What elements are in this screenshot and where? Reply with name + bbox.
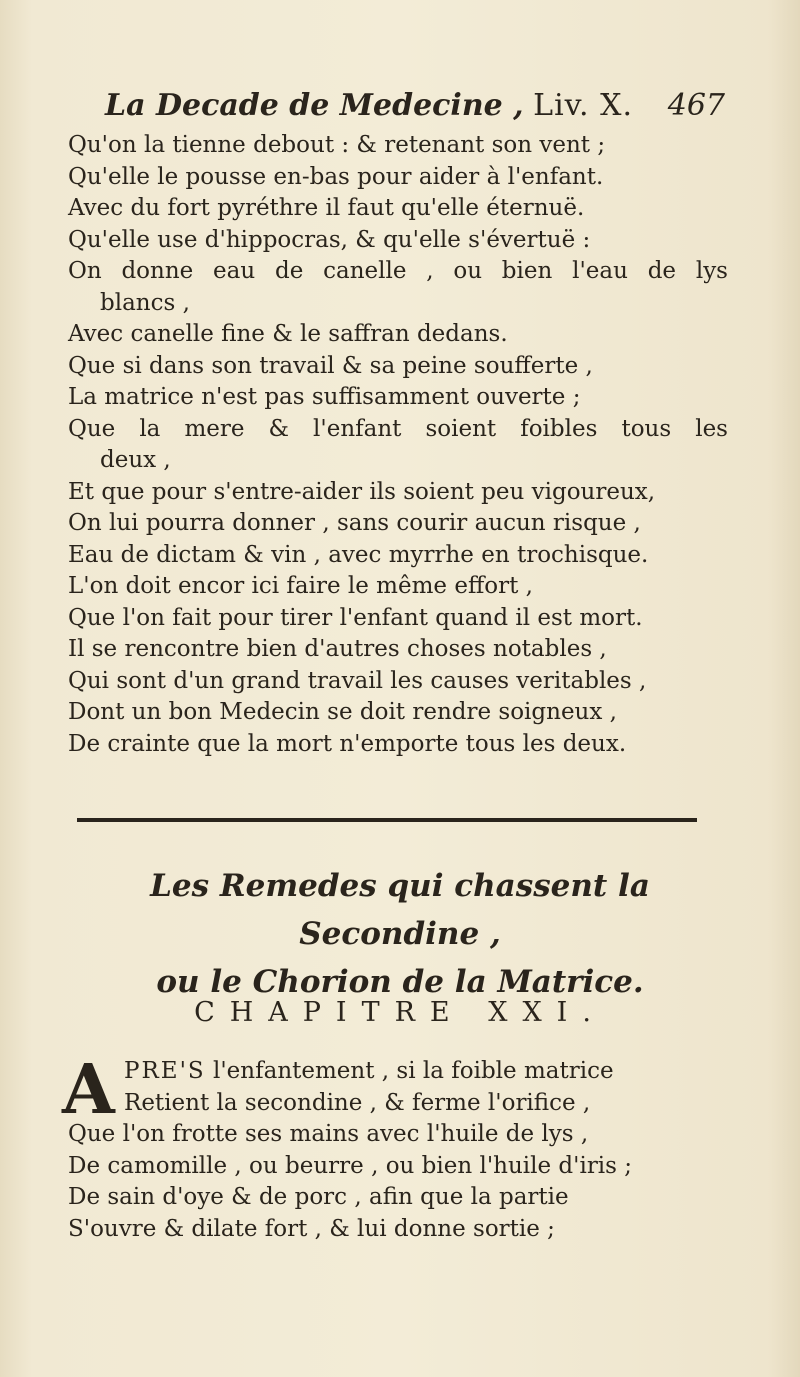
chapter-line-3: Que l'on frotte ses mains avec l'huile de lys , <box>68 1121 589 1147</box>
section-divider-rule <box>77 818 697 822</box>
verse-line-continuation: blancs , <box>100 289 190 316</box>
section-title <box>60 862 740 1006</box>
opening-line-rest: l'enfantement , si la foible matrice <box>212 1058 614 1084</box>
verse-line: Avec canelle fine & le saffran dedans. <box>68 321 508 347</box>
verse-line: Que la mere & l'enfant soient foibles tous les <box>68 415 728 442</box>
chapter-line-5: De sain d'oye & de porc , afin que la partie <box>68 1184 569 1210</box>
verse-line: Que l'on fait pour tirer l'enfant quand il est mort. <box>68 604 643 631</box>
page-header <box>105 84 725 128</box>
verse-line: Avec du fort pyréthre il faut qu'elle éternuë. <box>68 195 585 221</box>
chapter-opening-text <box>124 1056 684 1119</box>
verse-line: Qu'on la tienne debout : & retenant son vent ; <box>68 132 606 158</box>
page-number: 467 <box>667 88 725 123</box>
chapter-line-4: De camomille , ou beurre , ou bien l'huile d'iris ; <box>68 1152 633 1179</box>
verse-line: Et que pour s'entre-aider ils soient peu vigoureux, <box>68 478 656 505</box>
verse-line: On lui pourra donner , sans courir aucun risque , <box>68 510 641 536</box>
verse-line-continuation: deux , <box>100 447 171 473</box>
verse-line: Qu'elle le pousse en-bas pour aider à l'enfant. <box>68 163 604 190</box>
section-title-line-1: Les Remedes qui chassent la Secondine , <box>150 868 650 952</box>
book-reference: Liv. X. <box>533 88 634 123</box>
verse-line: Qu'elle use d'hippocras, & qu'elle s'évertuë : <box>68 226 591 253</box>
chapter-line-2: Retient la secondine , & ferme l'orifice , <box>124 1089 591 1116</box>
verse-line: Que si dans son travail & sa peine soufferte , <box>68 352 593 379</box>
verse-block <box>68 130 728 760</box>
verse-line: Eau de dictam & vin , avec myrrhe en trochisque. <box>68 541 649 568</box>
verse-line: La matrice n'est pas suffisamment ouverte ; <box>68 384 581 410</box>
verse-line: Qui sont d'un grand travail les causes veritables , <box>68 667 647 694</box>
verse-line: On donne eau de canelle , ou bien l'eau de lys <box>68 258 728 284</box>
chapter-line-6: S'ouvre & dilate fort , & lui donne sortie ; <box>68 1215 555 1242</box>
verse-line: Dont un bon Medecin se doit rendre soigneux , <box>68 699 617 725</box>
verse-line: De crainte que la mort n'emporte tous les deux. <box>68 730 627 757</box>
verse-line: L'on doit encor ici faire le même effort , <box>68 573 533 599</box>
verse-line: Il se rencontre bien d'autres choses notables , <box>68 636 607 662</box>
opening-word: PRE'S <box>124 1058 206 1084</box>
drop-capital: A <box>62 1050 115 1130</box>
chapter-verse-block <box>68 1119 728 1245</box>
section-title-line-2: ou le Chorion de la Matrice. <box>156 964 644 1000</box>
chapter-line-1 <box>124 1056 684 1088</box>
running-title: La Decade de Medecine , <box>105 88 524 123</box>
chapter-heading: CHAPITRE XXI. <box>194 997 606 1028</box>
